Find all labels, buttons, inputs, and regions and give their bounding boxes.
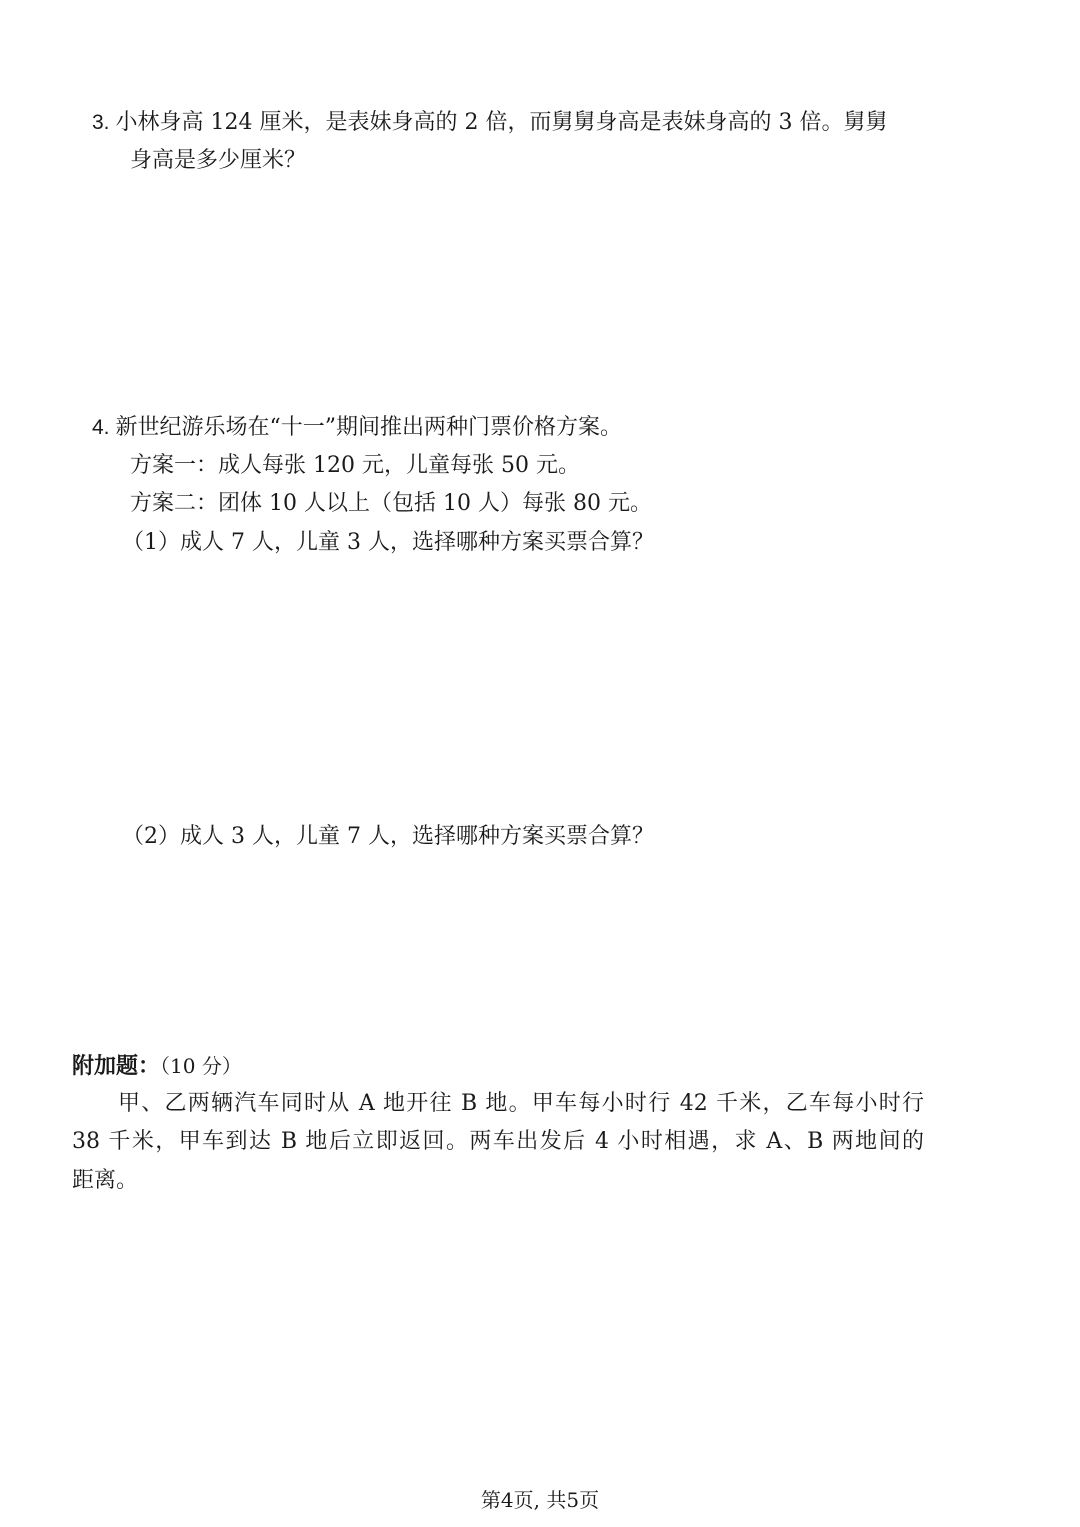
bonus-points: （10 分） bbox=[160, 1054, 242, 1078]
bonus-text-line-3: 距离。 bbox=[72, 1168, 139, 1193]
bonus-text-line-2: 38 千米，甲车到达 B 地后立即返回。两车出发后 4 小时相遇，求 A、B 两地间的 bbox=[72, 1129, 924, 1154]
question-3-line-1 bbox=[92, 108, 887, 138]
question-4-subquestion-1: （1）成人 7 人，儿童 3 人，选择哪种方案买票合算？ bbox=[122, 530, 654, 555]
question-4-plan-1: 方案一：成人每张 120 元，儿童每张 50 元。 bbox=[130, 453, 580, 478]
question-3-text-1: 小林身高 124 厘米，是表妹身高的 2 倍，而舅舅身高是表妹身高的 3 倍。舅舅 bbox=[115, 110, 888, 135]
page-number-footer: 第4页, 共5页 bbox=[480, 1488, 600, 1512]
question-4-plan-2: 方案二：团体 10 人以上（包括 10 人）每张 80 元。 bbox=[130, 491, 652, 516]
question-4-line-1 bbox=[92, 413, 622, 443]
bonus-heading-line bbox=[72, 1051, 242, 1082]
question-3-line-2: 身高是多少厘米？ bbox=[130, 148, 307, 173]
bonus-text-line-1: 甲、乙两辆汽车同时从 A 地开往 B 地。甲车每小时行 42 千米，乙车每小时行 bbox=[118, 1091, 924, 1116]
question-3-number: 3. bbox=[92, 111, 110, 134]
question-4-text-1: 新世纪游乐场在“十一”期间推出两种门票价格方案。 bbox=[115, 415, 623, 440]
bonus-heading: 附加题： bbox=[72, 1053, 161, 1079]
question-4-number: 4. bbox=[92, 416, 110, 439]
question-4-subquestion-2: （2）成人 3 人，儿童 7 人，选择哪种方案买票合算？ bbox=[122, 824, 654, 849]
